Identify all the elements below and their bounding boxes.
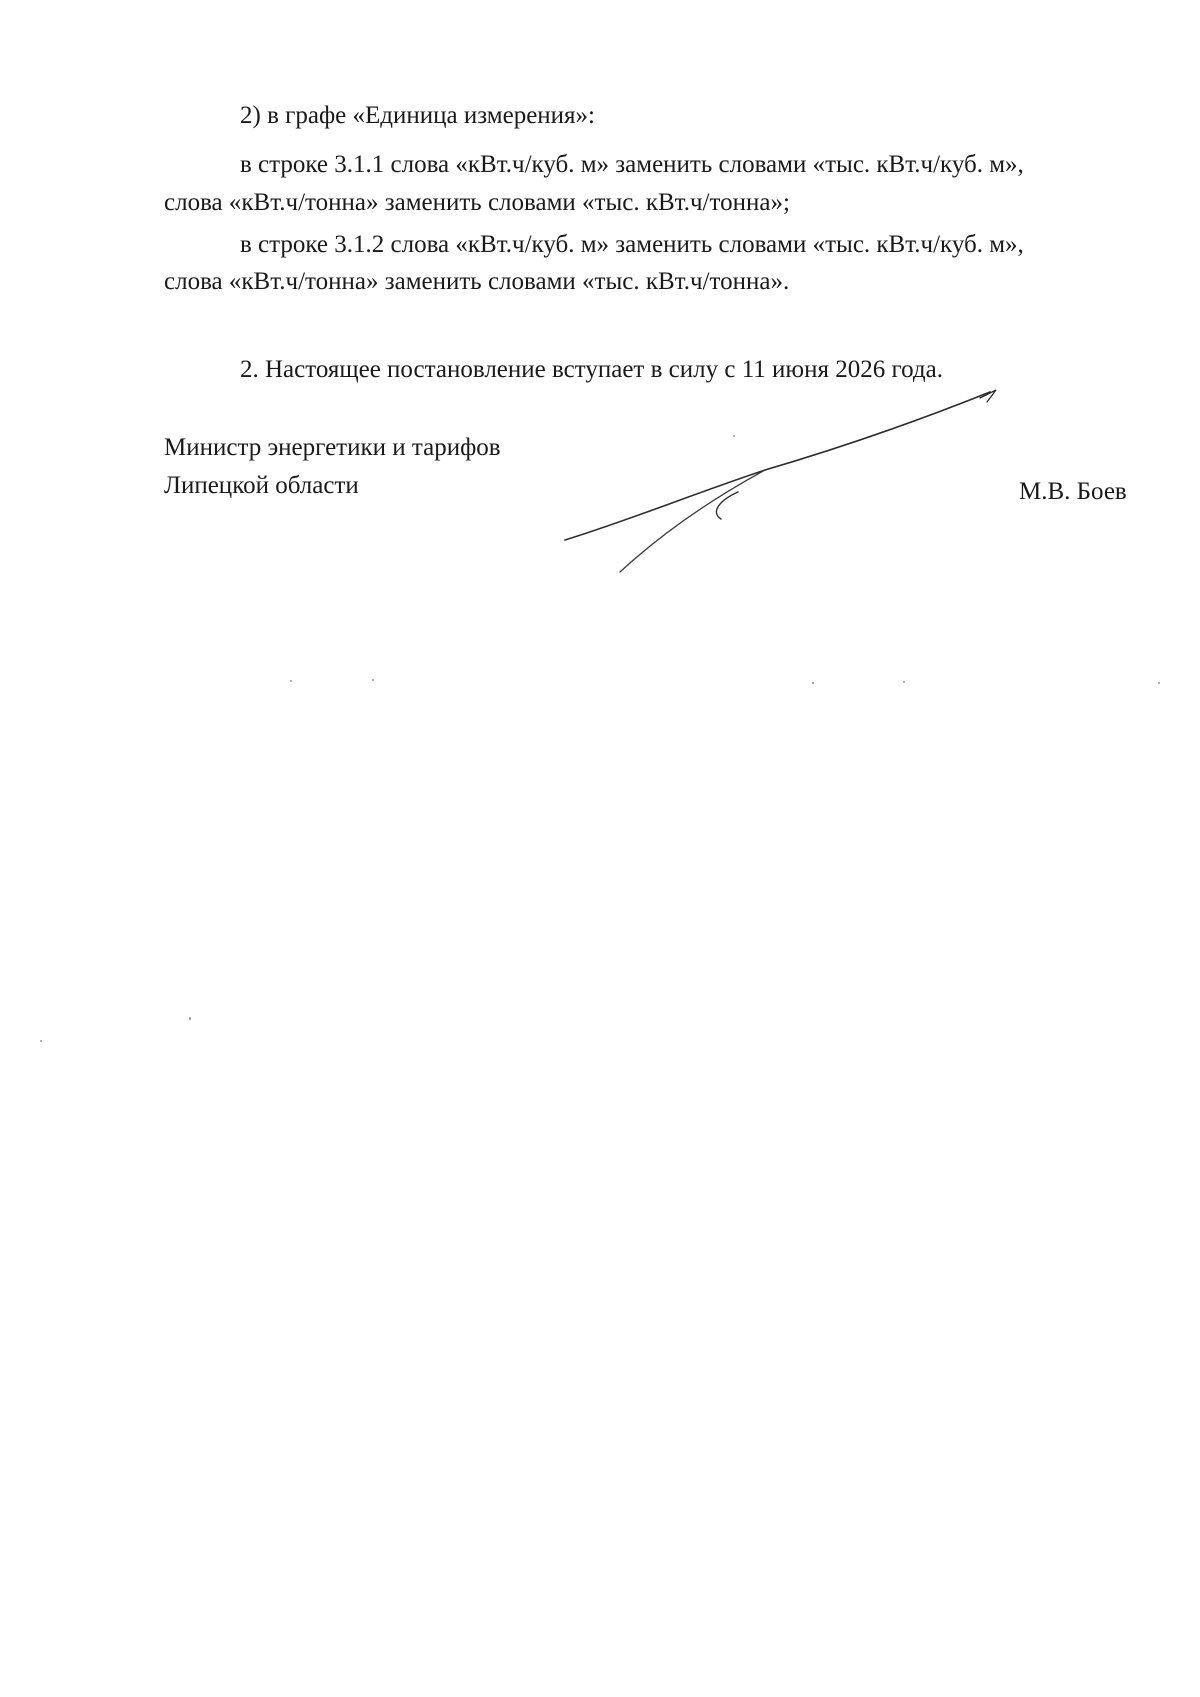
signatory-position-line1: Министр энергетики и тарифов <box>164 434 501 461</box>
row-312-line2: слова «кВт.ч/тонна» заменить словами «тыс. кВт.ч/тонна». <box>164 268 790 295</box>
scan-speck <box>903 681 905 683</box>
row-311-line1: в строке 3.1.1 слова «кВт.ч/куб. м» заменить словами «тыс. кВт.ч/куб. м», <box>240 151 1024 178</box>
scan-speck <box>189 1017 191 1020</box>
scan-speck <box>290 680 292 682</box>
scan-speck <box>733 435 735 437</box>
signatory-position-line2: Липецкой области <box>164 472 359 499</box>
signatory-name: М.В. Боев <box>1019 478 1127 505</box>
item-graph-heading: 2) в графе «Единица измерения»: <box>240 102 595 129</box>
scan-speck <box>1158 682 1160 684</box>
scan-speck <box>812 682 814 684</box>
effective-date-clause: 2. Настоящее постановление вступает в силу с 11 июня 2026 года. <box>240 356 943 383</box>
row-311-line2: слова «кВт.ч/тонна» заменить словами «тыс. кВт.ч/тонна»; <box>164 189 790 216</box>
scan-speck <box>372 679 374 681</box>
handwritten-signature <box>540 370 1040 590</box>
row-312-line1: в строке 3.1.2 слова «кВт.ч/куб. м» заменить словами «тыс. кВт.ч/куб. м», <box>240 231 1024 258</box>
scan-speck <box>40 1040 42 1042</box>
